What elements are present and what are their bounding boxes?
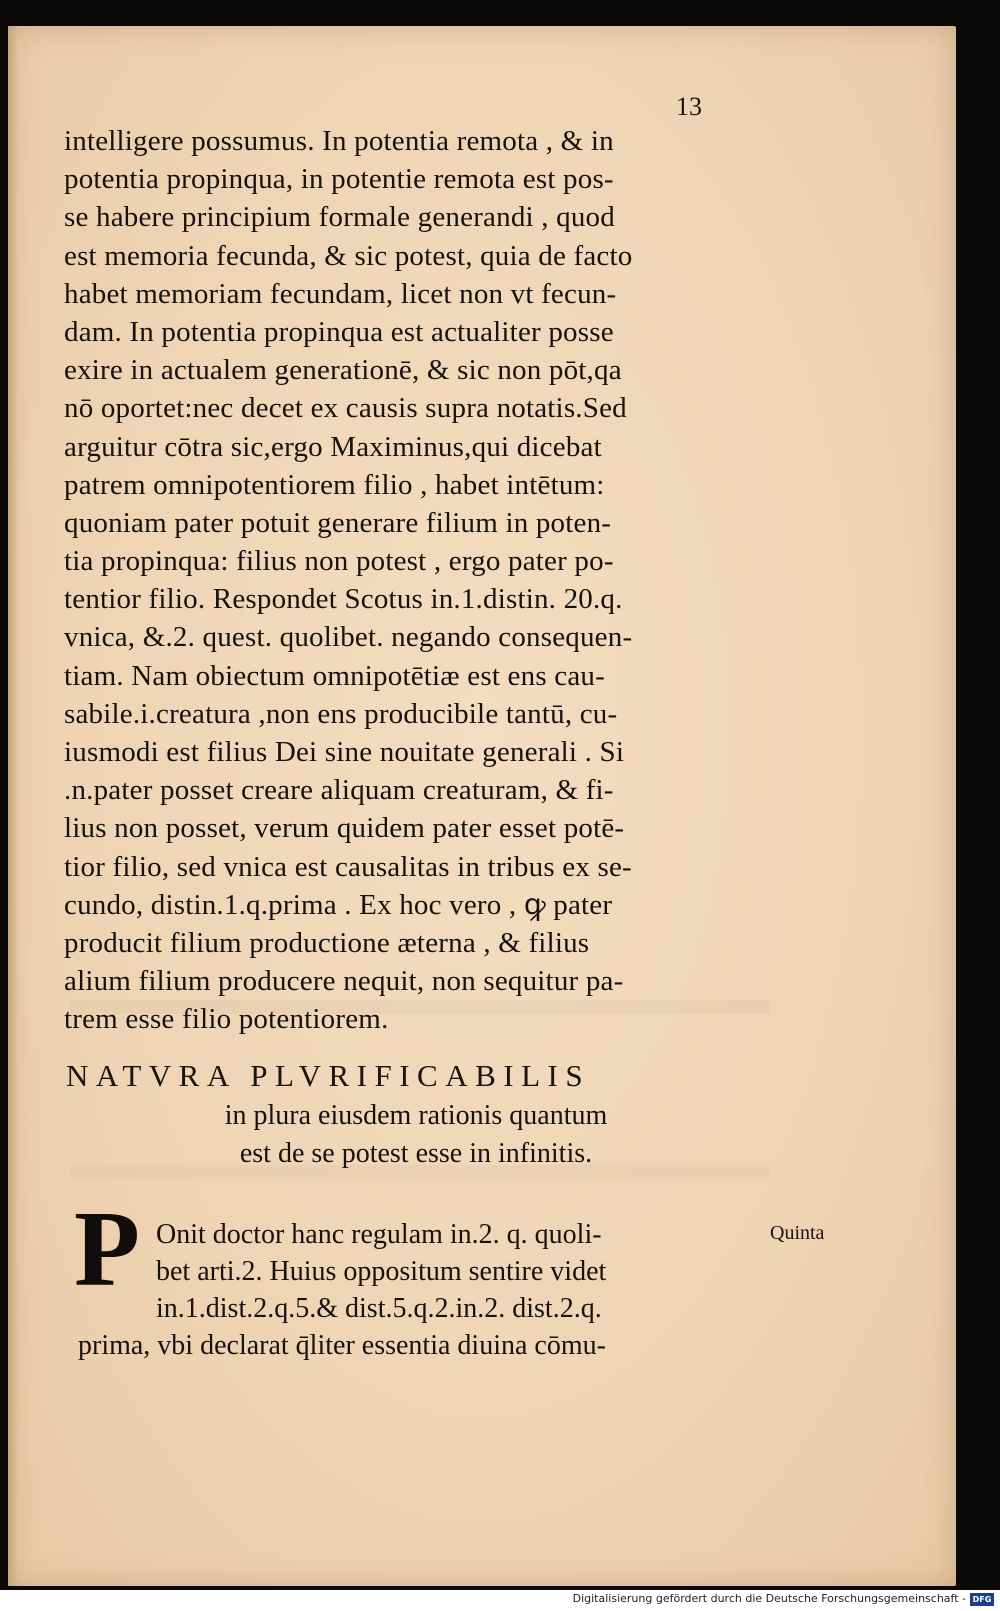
text-line: tentior filio. Respondet Scotus in.1.distin. 20.q. — [64, 583, 623, 616]
section-heading: NATVRA PLVRIFICABILIS — [66, 1058, 591, 1093]
text-line: vnica, &.2. quest. quolibet. negando consequen- — [64, 621, 633, 654]
text-line: alium filium producere nequit, non sequitur pa- — [64, 965, 624, 998]
marginal-note: Quinta — [770, 1222, 825, 1244]
text-line: prima, vbi declarat q̄liter essentia diuina cōmu- — [78, 1330, 606, 1361]
section-subheading-line: est de se potest esse in infinitis. — [239, 1138, 593, 1169]
text-line: habet memoriam fecundam, licet non vt fecun- — [64, 277, 617, 310]
text-line: .n.pater posset creare aliquam creaturam, & fi- — [64, 774, 614, 807]
text-line: lius non posset, verum quidem pater esset potē- — [64, 812, 625, 845]
text-line: trem esse filio potentiorem. — [64, 1003, 389, 1036]
text-line: Onit doctor hanc regulam in.2. q. quoli- — [156, 1219, 602, 1250]
drop-capital: P — [74, 1190, 140, 1309]
text-line: dam. In potentia propinqua est actualiter posse — [64, 315, 614, 348]
text-line: iusmodi est filius Dei sine nouitate generali . Si — [64, 736, 625, 768]
text-line: arguitur cōtra sic,ergo Maximinus,qui dicebat — [64, 430, 602, 463]
main-text-block — [64, 122, 760, 1039]
digitization-credit: Digitalisierung gefördert durch die Deutsche Forschungsgemeinschaft - — [572, 1592, 966, 1605]
text-line: tiam. Nam obiectum omnipotētiæ est ens cau- — [64, 659, 605, 692]
text-line: se habere principium formale generandi , quod — [64, 201, 615, 234]
text-line: potentia propinqua, in potentie remota est pos- — [64, 163, 614, 196]
text-line: patrem omnipotentiorem filio , habet intētum: — [64, 468, 605, 501]
paragraph-text-block — [156, 1216, 606, 1327]
text-line: intelligere possumus. In potentia remota , & in — [64, 125, 614, 157]
dfg-logo: DFG — [970, 1593, 994, 1606]
text-line: exire in actualem generationē, & sic non pōt,qa — [64, 354, 622, 387]
section-subheading-line: in plura eiusdem rationis quantum — [224, 1100, 608, 1131]
text-line: nō oportet:nec decet ex causis supra notatis.Sed — [64, 392, 627, 425]
text-line: quoniam pater potuit generare filium in poten- — [64, 506, 612, 539]
text-line: in.1.dist.2.q.5.& dist.5.q.2.in.2. dist.2.q. — [156, 1293, 602, 1324]
text-line: tia propinqua: filius non potest , ergo pater po- — [64, 545, 614, 578]
text-line: tior filio, sed vnica est causalitas in tribus ex se- — [64, 850, 632, 883]
page-number: 13 — [676, 92, 702, 121]
text-line: est memoria fecunda, & sic potest, quia de facto — [64, 239, 633, 272]
text-line: bet arti.2. Huius oppositum sentire videt — [156, 1256, 607, 1287]
text-line: producit filium productione æterna , & filius — [64, 926, 590, 959]
text-line: cundo, distin.1.q.prima . Ex hoc vero , ꝙ pater — [64, 888, 613, 921]
text-line: sabile.i.creatura ,non ens producibile tantū, cu- — [64, 697, 618, 730]
page-edge-shadow — [8, 26, 18, 1586]
